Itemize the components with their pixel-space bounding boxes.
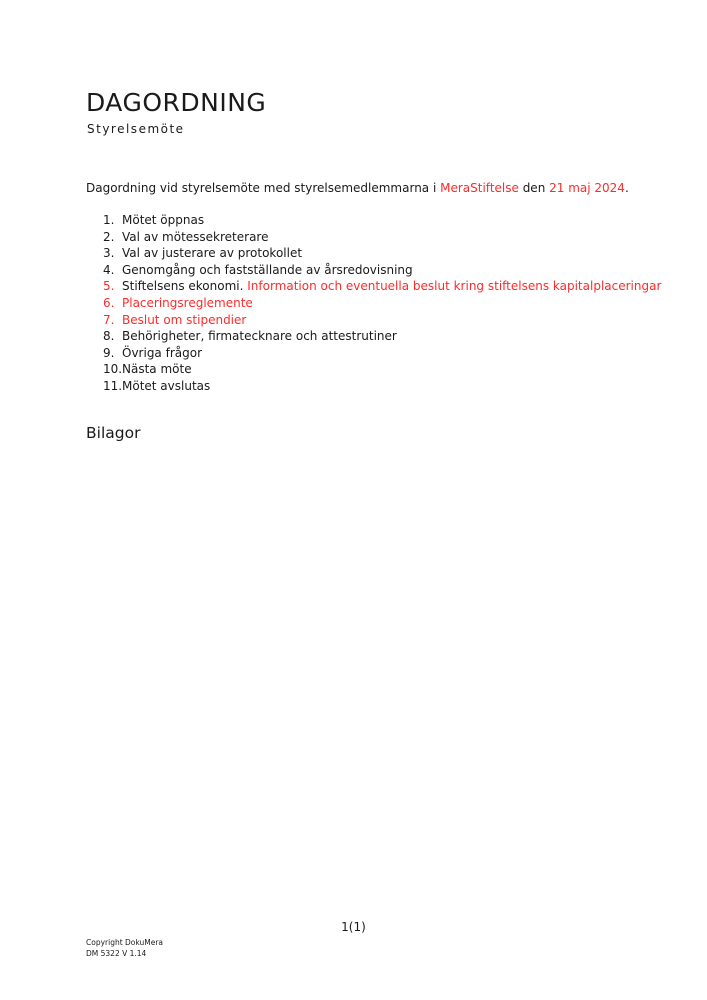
item-text: Val av justerare av protokollet	[122, 246, 303, 261]
agenda-item	[103, 378, 661, 395]
item-number: 8.	[103, 329, 115, 344]
footer-copyright: Copyright DokuMera	[86, 938, 164, 947]
intro-text: Dagordning vid styrelsemöte med styrelsemedlemmarna i	[86, 181, 441, 195]
item-number: 4.	[103, 262, 115, 277]
footer-version: DM 5322 V 1.14	[86, 949, 147, 958]
intro-paragraph	[86, 181, 629, 195]
item-text: Behörigheter, firmatecknare och attestrutiner	[122, 329, 397, 344]
item-number: 10.	[103, 362, 123, 377]
item-text-highlight: Information och eventuella beslut kring stiftelsens kapitalplaceringar	[243, 279, 662, 294]
item-number: 2.	[103, 229, 115, 244]
agenda-item	[103, 345, 661, 362]
item-text: Val av mötessekreterare	[122, 229, 269, 244]
agenda-item	[103, 212, 661, 229]
document-subtitle: Styrelsemöte	[87, 122, 185, 136]
footer	[86, 937, 163, 959]
item-number: 1.	[103, 213, 115, 227]
item-text: Stiftelsens ekonomi.	[122, 279, 244, 294]
agenda-item	[103, 262, 661, 279]
item-number: 9.	[103, 345, 115, 360]
agenda-item	[103, 361, 661, 378]
agenda-item	[103, 229, 661, 246]
item-number: 6.	[103, 295, 115, 310]
intro-text-end: .	[624, 181, 629, 195]
item-number: 11.	[103, 378, 123, 393]
item-number: 3.	[103, 246, 115, 261]
item-text: Beslut om stipendier	[122, 312, 247, 327]
item-text: Mötet öppnas	[122, 213, 205, 227]
organization-name: MeraStiftelse	[440, 181, 519, 195]
intro-text-middle: den	[518, 181, 550, 195]
item-number: 7.	[103, 312, 115, 327]
attachments-heading: Bilagor	[86, 424, 141, 442]
page-number: 1(1)	[341, 920, 366, 934]
agenda-item	[103, 312, 661, 329]
agenda-item	[103, 328, 661, 345]
agenda-list	[103, 212, 661, 395]
agenda-item	[103, 245, 661, 262]
item-number: 5.	[103, 279, 115, 294]
item-text: Övriga frågor	[122, 345, 203, 360]
item-text: Nästa möte	[122, 362, 192, 377]
item-text: Genomgång och fastställande av årsredovisning	[122, 262, 413, 277]
item-text: Mötet avslutas	[122, 378, 211, 393]
agenda-item	[103, 278, 661, 295]
meeting-date: 21 maj 2024	[549, 181, 625, 195]
agenda-item	[103, 295, 661, 312]
item-text: Placeringsreglemente	[122, 295, 253, 310]
document-title: DAGORDNING	[86, 88, 267, 117]
